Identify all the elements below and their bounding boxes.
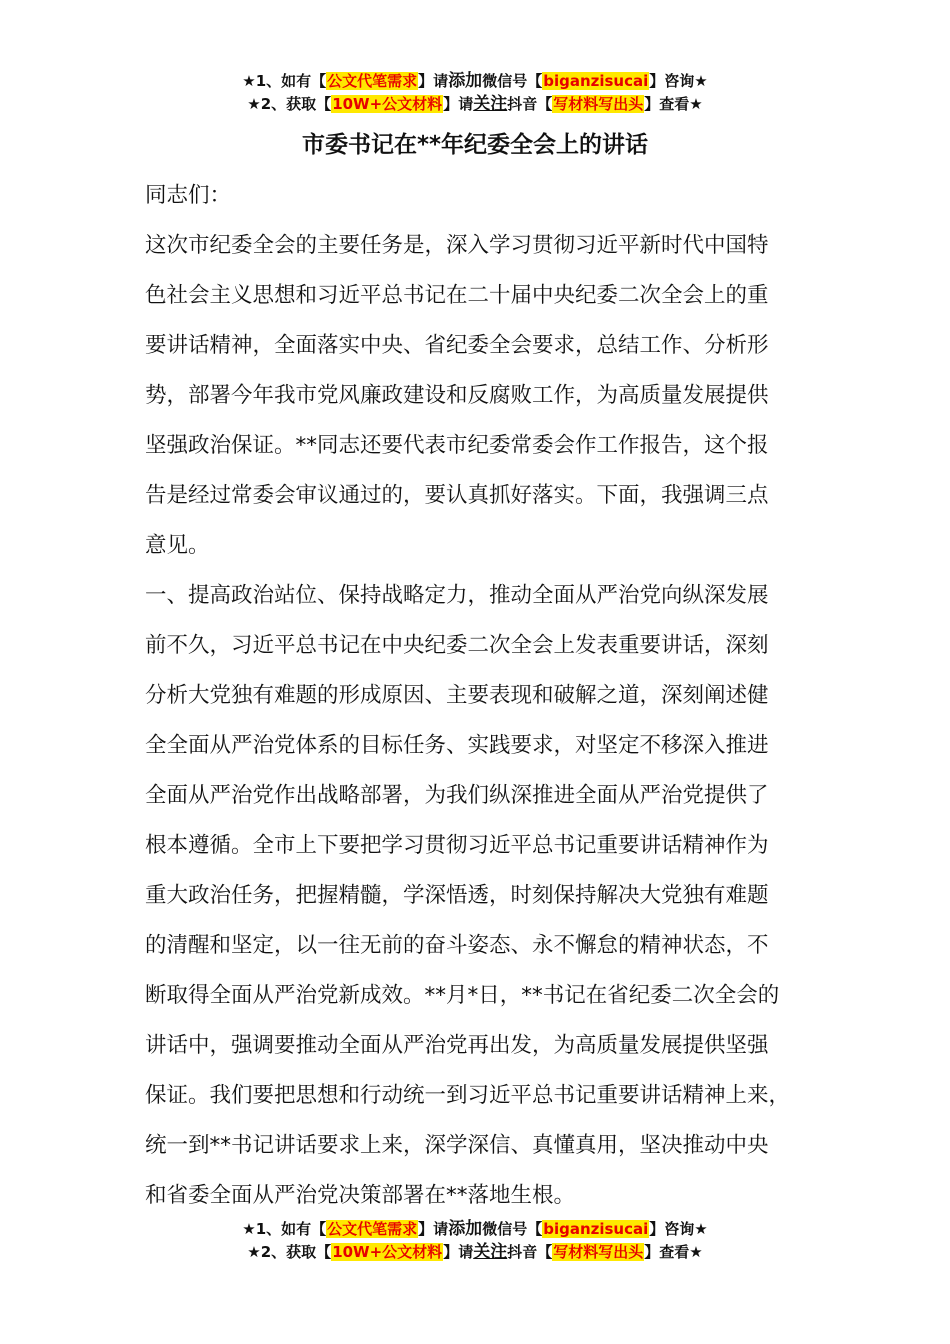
document-body [145, 171, 825, 1221]
section-heading: 一、提高政治站位、保持战略定力，推动全面从严治党向纵深发展 [145, 583, 769, 608]
promo-highlight: 10W+公文材料 [332, 95, 443, 113]
promo-banner-bottom [0, 1218, 950, 1264]
star-icon: ★ [689, 95, 703, 113]
promo-line-2: ★2、获取【10W+公文材料】请关注抖音【写材料写出头】查看★ [247, 1242, 703, 1262]
star-icon: ★ [247, 95, 261, 113]
text-line: 重大政治任务，把握精髓，学深悟透，时刻保持解决大党独有难题 [145, 883, 769, 908]
text-line: 断取得全面从严治党新成效。**月*日，**书记在省纪委二次全会的 [145, 983, 780, 1008]
star-icon: ★ [247, 1243, 261, 1261]
promo-highlight: 公文代笔需求 [327, 1220, 418, 1238]
text-line: 色社会主义思想和习近平总书记在二十届中央纪委二次全会上的重 [145, 283, 769, 308]
text-line: 全全面从严治党体系的目标任务、实践要求，对坚定不移深入推进 [145, 733, 769, 758]
text-line: 根本遵循。全市上下要把学习贯彻习近平总书记重要讲话精神作为 [145, 833, 769, 858]
star-icon: ★ [242, 72, 256, 90]
promo-douyin-id: 写材料写出头 [553, 1243, 644, 1261]
promo-douyin-id: 写材料写出头 [553, 95, 644, 113]
promo-banner-top [0, 70, 950, 116]
text-line: 分析大党独有难题的形成原因、主要表现和破解之道，深刻阐述健 [145, 683, 769, 708]
promo-line-1: ★1、如有【公文代笔需求】请添加微信号【biganzisucai】咨询★ [242, 71, 708, 91]
star-icon: ★ [694, 1220, 708, 1238]
promo-wechat-id: biganzisucai [543, 72, 649, 90]
promo-highlight: 10W+公文材料 [332, 1243, 443, 1261]
text-line: 这次市纪委全会的主要任务是，深入学习贯彻习近平新时代中国特 [145, 233, 769, 258]
promo-line-2: ★2、获取【10W+公文材料】请关注抖音【写材料写出头】查看★ [247, 94, 703, 114]
promo-wechat-id: biganzisucai [543, 1220, 649, 1238]
text-line: 统一到**书记讲话要求上来，深学深信、真懂真用，坚决推动中央 [145, 1133, 769, 1158]
text-line: 的清醒和坚定，以一往无前的奋斗姿态、永不懈怠的精神状态，不 [145, 933, 769, 958]
text-line: 告是经过常委会审议通过的，要认真抓好落实。下面，我强调三点 [145, 483, 769, 508]
star-icon: ★ [694, 72, 708, 90]
text-line: 保证。我们要把思想和行动统一到习近平总书记重要讲话精神上来， [145, 1083, 791, 1108]
text-line: 全面从严治党作出战略部署，为我们纵深推进全面从严治党提供了 [145, 783, 769, 808]
text-line: 要讲话精神，全面落实中央、省纪委全会要求，总结工作、分析形 [145, 333, 769, 358]
star-icon: ★ [689, 1243, 703, 1261]
star-icon: ★ [242, 1220, 256, 1238]
text-line: 同志们： [145, 183, 232, 208]
text-line: 讲话中，强调要推动全面从严治党再出发，为高质量发展提供坚强 [145, 1033, 769, 1058]
text-line: 坚强政治保证。**同志还要代表市纪委常委会作工作报告，这个报 [145, 433, 769, 458]
document-title: 市委书记在**年纪委全会上的讲话 [301, 132, 649, 158]
promo-line-1: ★1、如有【公文代笔需求】请添加微信号【biganzisucai】咨询★ [242, 1219, 708, 1239]
promo-highlight: 公文代笔需求 [327, 72, 418, 90]
text-line: 意见。 [145, 533, 210, 558]
text-line: 前不久，习近平总书记在中央纪委二次全会上发表重要讲话，深刻 [145, 633, 769, 658]
text-line: 势，部署今年我市党风廉政建设和反腐败工作，为高质量发展提供 [145, 383, 769, 408]
text-line: 和省委全面从严治党决策部署在**落地生根。 [145, 1183, 576, 1208]
